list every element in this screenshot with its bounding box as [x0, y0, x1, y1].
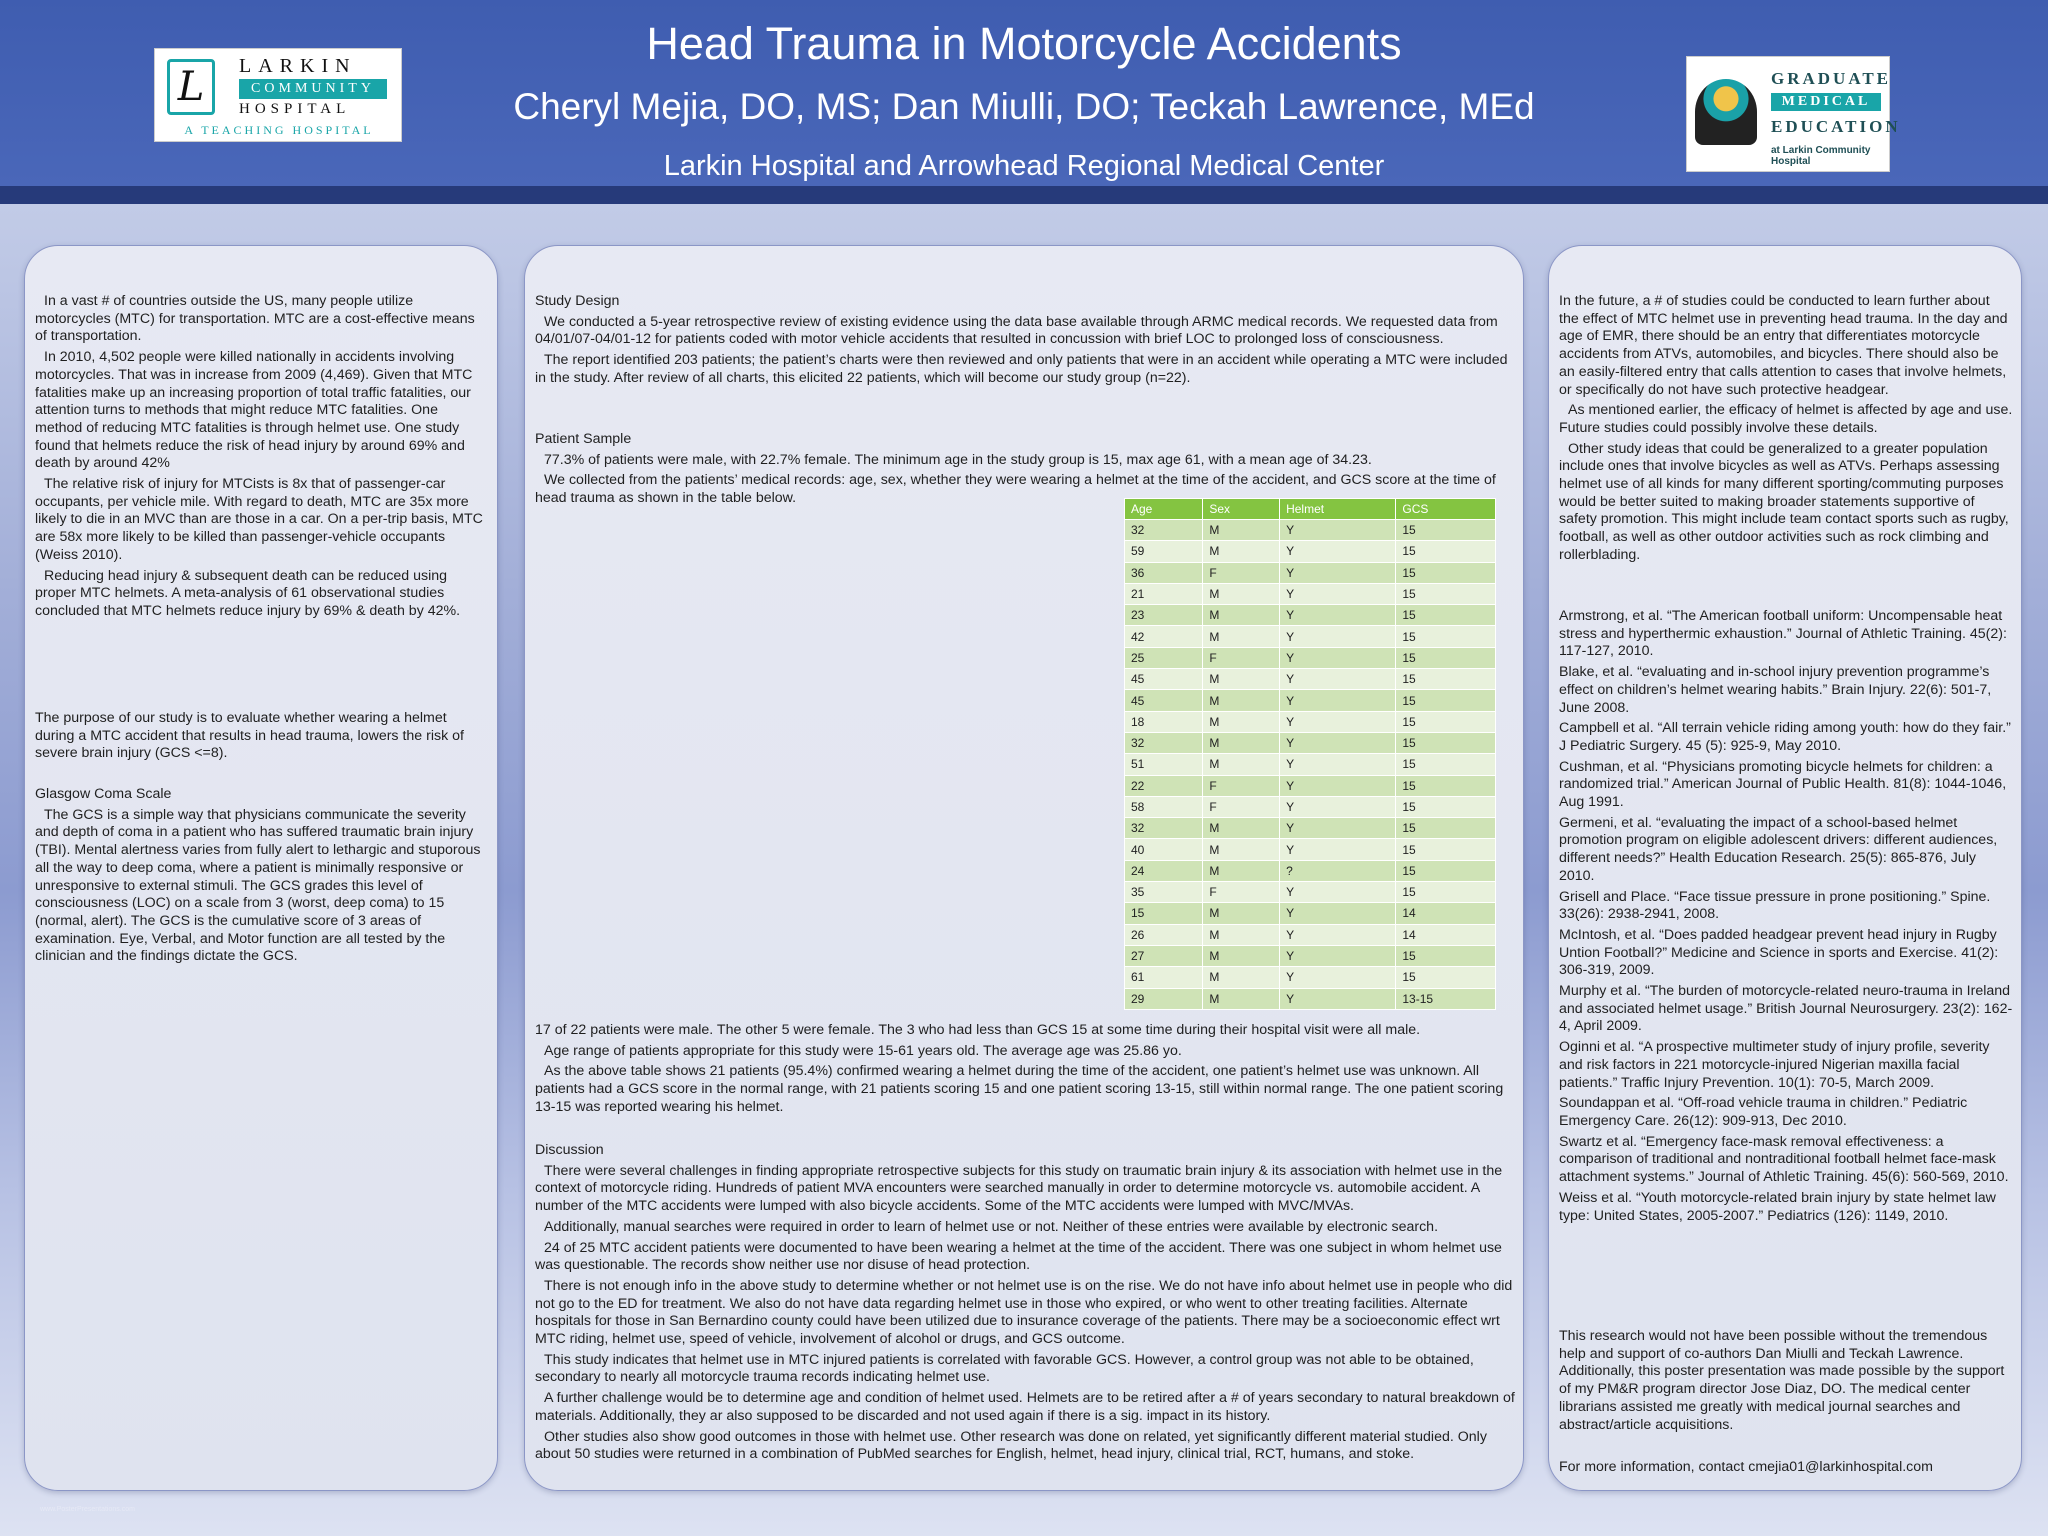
intro-paragraph: In 2010, 4,502 people were killed nationally in accidents involving motorcycles. That was in increase from 2009 (4,469). Given that MTC fatalities make up an increasing proportion of total traffic fatalities, our attention turns to methods that might reduce MTC fatalities. One method of reducing MTC fatalities is through helmet use. One study found that helmets reduce the risk of head injury by around 69% and death by around 42%: [35, 349, 473, 472]
table-cell: F: [1203, 647, 1280, 668]
table-cell: 15: [1396, 945, 1496, 966]
logo-right-line3: EDUCATION: [1771, 117, 1901, 136]
table-cell: Y: [1280, 967, 1396, 988]
table-cell: 15: [1396, 839, 1496, 860]
table-cell: Y: [1280, 583, 1396, 604]
reference-item: Armstrong, et al. “The American football uniform: Uncompensable heat stress and hyperthermic exhaustion.” Journal of Athletic Training. 45(2): 117-127, 2010.: [1559, 608, 2007, 660]
future-paragraph: Other study ideas that could be generalized to a greater population include ones that involve bicycles as well as ATVs. Perhaps assessing helmet use of all kinds for many different sporting/commuting purposes would be better suited to making broader statements supportive of safety promotion. This might include team contact sports such as rugby, football, as well as other outdoor activities such as rock climbing and rollerblading.: [1559, 440, 2009, 563]
table-row: [1125, 945, 1496, 966]
table-cell: 40: [1125, 839, 1203, 860]
table-cell: 15: [1396, 647, 1496, 668]
discussion-paragraph: 24 of 25 MTC accident patients were documented to have been wearing a helmet at the time of the accident. There was one subject in whom helmet use was questionable. The records show neither use nor disuse of head protection.: [535, 1239, 1502, 1274]
table-row: [1125, 903, 1496, 924]
table-cell: M: [1203, 945, 1280, 966]
table-row: [1125, 583, 1496, 604]
reference-item: Germeni, et al. “evaluating the impact of a school-based helmet promotion program on eligible adolescent drivers: different audiences, different needs?” Health Education Research. 25(5): 865-876, July 2010.: [1559, 814, 1998, 884]
table-cell: Y: [1280, 562, 1396, 583]
table-row: [1125, 924, 1496, 945]
table-cell: 35: [1125, 882, 1203, 903]
table-row: [1125, 562, 1496, 583]
acknowledgement-section: [1559, 1328, 2013, 1437]
table-row: [1125, 818, 1496, 839]
gcs-heading: Glasgow Coma Scale: [35, 786, 172, 802]
introduction-section: [35, 293, 485, 624]
discussion-paragraph: Additionally, manual searches were required in order to learn of helmet use or not. Neither of these entries were available by electronic search.: [544, 1218, 1439, 1235]
table-cell: Y: [1280, 605, 1396, 626]
reference-item: Cushman, et al. “Physicians promoting bicycle helmets for children: a randomized trial.” American Journal of Public Health. 81(8): 1044-1046, Aug 1991.: [1559, 758, 2007, 811]
column-header-helmet: Helmet: [1280, 499, 1396, 520]
table-cell: 15: [1396, 775, 1496, 796]
table-cell: 58: [1125, 796, 1203, 817]
gcs-text: The GCS is a simple way that physicians communicate the severity and depth of coma in a patient who has suffered traumatic brain injury (TBI). Mental alertness varies from fully alert to lethargic and stuporous all the way to deep coma, where a patient is minimally responsive or unresponsive to external stimuli. The GCS grades this level of consciousness (LOC) on a scale from 3 (worst, deep coma) to 15 (normal, alert). The GCS is the cumulative score of 3 areas of examination. Eye, Verbal, and Motor function are all tested by the clinician and the findings dictate the GCS.: [35, 806, 481, 965]
table-row: [1125, 690, 1496, 711]
table-cell: F: [1203, 882, 1280, 903]
table-cell: Y: [1280, 818, 1396, 839]
table-row: [1125, 520, 1496, 541]
table-cell: 15: [1396, 711, 1496, 732]
reference-item: Campbell et al. “All terrain vehicle riding among youth: how do they fair.” J Pediatric Surgery. 45 (5): 925-9, May 2010.: [1559, 720, 2011, 754]
acknowledgement-text: This research would not have been possible without the tremendous help and support of co-authors Dan Miulli and Teckah Lawrence. Additionally, this poster presentation was made possible by the support of my PM&R program director Jose Diaz, DO. The medical center librarians assisted me greatly with medical journal searches and abstract/article acquisitions.: [1559, 1328, 2005, 1433]
table-cell: 15: [1396, 541, 1496, 562]
credit-line: www.PosterPresentations.com: [40, 1506, 135, 1513]
discussion-paragraph: A further challenge would be to determine age and condition of helmet used. Helmets are to be retired after a # of years secondary to natural breakdown of materials. Additionally, they ar also supposed to be discarded and not used again if there is a sig. impact in its history.: [535, 1390, 1515, 1424]
table-cell: 15: [1396, 626, 1496, 647]
patient-data-table: [1124, 498, 1496, 1010]
table-cell: M: [1203, 583, 1280, 604]
future-paragraph: As mentioned earlier, the efficacy of helmet is affected by age and use. Future studies could possibly involve these details.: [1559, 402, 2013, 436]
table-cell: 45: [1125, 669, 1203, 690]
intro-paragraph: The relative risk of injury for MTCists is 8x that of passenger-car occupants, per vehicle mile. With regard to death, MTC are 35x more likely to die in an MVC than are those in a car. On a per-trip basis, MTC are 58x more likely to be killed than passenger-vehicle occupants (Weiss 2010).: [35, 476, 483, 563]
study-design-paragraph: The report identified 203 patients; the patient’s charts were then reviewed and only patients that were in an accident while operating a MTC were included in the study. After review of all charts, this elicited 22 patients, which will become our study group (n=22).: [535, 352, 1508, 386]
reference-item: Swartz et al. “Emergency face-mask removal effectiveness: a comparison of traditional and nontraditional football helmet face-mask attachment systems.” Journal of Athletic Training. 45(6): 560-569, 2010.: [1559, 1133, 2009, 1186]
purpose-text: The purpose of our study is to evaluate whether wearing a helmet during a MTC accident that results in head trauma, lowers the risk of severe brain injury (GCS <=8).: [35, 710, 464, 762]
table-cell: 23: [1125, 605, 1203, 626]
table-cell: M: [1203, 520, 1280, 541]
discussion-section: [535, 1142, 1515, 1467]
results-section: [535, 1022, 1515, 1120]
table-cell: M: [1203, 860, 1280, 881]
logo-left-line1: LARKIN: [239, 55, 357, 77]
table-cell: Y: [1280, 520, 1396, 541]
table-cell: Y: [1280, 839, 1396, 860]
reference-item: Grisell and Place. “Face tissue pressure in prone positioning.” Spine. 33(26): 2938-2941, 2008.: [1559, 888, 1991, 923]
column-header-sex: Sex: [1203, 499, 1280, 520]
table-cell: M: [1203, 690, 1280, 711]
table-cell: 15: [1396, 860, 1496, 881]
gcs-section: [35, 786, 485, 969]
discussion-paragraph: Other studies also show good outcomes in those with helmet use. Other research was done on related, yet significantly different material studied. Only about 50 studies were returned in a combination of PubMed searches for English, helmet, head injury, clinical trial, RCT, humans, and stoke.: [535, 1428, 1487, 1463]
logo-right-line1: GRADUATE: [1771, 69, 1892, 88]
study-design-heading: Study Design: [535, 293, 620, 309]
table-cell: 15: [1396, 796, 1496, 817]
contact-text: For more information, contact cmejia01@larkinhospital.com: [1559, 1459, 1933, 1475]
discussion-paragraph: There is not enough info in the above study to determine whether or not helmet use is on the rise. We do not have info about helmet use in people who did not go to the ED for treatment. We also do not have data regarding helmet use in those who expired, or who went to other treating facilities. Alternate hospitals for those in San Bernardino county could have been utilized due to insurance coverage of the patients. There may be a socioeconomic effect wrt MTC riding, helmet use, speed of vehicle, involvement of alcohol or drugs, and GCS outcome.: [535, 1277, 1513, 1348]
reference-item: Murphy et al. “The burden of motorcycle-related neuro-trauma in Ireland and associated helmet usage.” British Journal Neurosurgery. 23(2): 162-4, April 2009.: [1559, 983, 2013, 1035]
table-row: [1125, 732, 1496, 753]
column-header-age: Age: [1125, 499, 1203, 520]
study-design-section: [535, 293, 1515, 391]
table-cell: 26: [1125, 924, 1203, 945]
table-row: [1125, 541, 1496, 562]
future-studies-section: [1559, 293, 2013, 568]
table-cell: 24: [1125, 860, 1203, 881]
table-cell: 13-15: [1396, 988, 1496, 1009]
table-cell: 25: [1125, 647, 1203, 668]
table-cell: M: [1203, 839, 1280, 860]
results-paragraph: 17 of 22 patients were male. The other 5 were female. The 3 who had less than GCS 15 at some time during their hospital visit were all male.: [535, 1022, 1421, 1038]
table-cell: Y: [1280, 754, 1396, 775]
reference-item: Blake, et al. “evaluating and in-school injury prevention programme’s effect on children’s helmet wearing habits.” Brain Injury. 22(6): 501-7, June 2008.: [1559, 664, 1992, 716]
table-cell: Y: [1280, 669, 1396, 690]
table-cell: Y: [1280, 626, 1396, 647]
contact-section: [1559, 1459, 2013, 1480]
table-cell: 15: [1396, 690, 1496, 711]
table-cell: M: [1203, 711, 1280, 732]
future-paragraph: In the future, a # of studies could be conducted to learn further about the effect of MTC helmet use in preventing head trauma. In the day and age of EMR, there should be an entry that differentiates motorcycle accidents from ATVs, automobiles, and bicycles. There should also be an easily-filtered entry that calls attention to cases that involve helmets, or specifically do not have such protective headgear.: [1559, 293, 2008, 398]
column-header-gcs: GCS: [1396, 499, 1496, 520]
table-cell: Y: [1280, 541, 1396, 562]
reference-item: Oginni et al. “A prospective multimeter study of injury profile, severity and risk factors in 221 motorcycle-injured Nigerian maxilla facial patients.” Traffic Injury Prevention. 10(1): 70-5, March 2009.: [1559, 1039, 1990, 1091]
purpose-section: [35, 710, 485, 766]
table-cell: 15: [1396, 732, 1496, 753]
table-cell: 18: [1125, 711, 1203, 732]
table-cell: Y: [1280, 647, 1396, 668]
intro-paragraph: In a vast # of countries outside the US, many people utilize motorcycles (MTC) for transportation. MTC are a cost-effective means of transportation.: [35, 293, 475, 345]
table-row: [1125, 775, 1496, 796]
table-cell: 32: [1125, 818, 1203, 839]
table-cell: M: [1203, 669, 1280, 690]
discussion-paragraph: There were several challenges in finding appropriate retrospective subjects for this study on traumatic brain injury & its association with helmet use in the context of motorcycle riding. Hundreds of patient MVA encounters were searched manually in order to determine motorcycle vs. automobile accident. A number of the MTC accidents were lumped with also bicycle accidents. Some of the MTC accidents were lumped with MVC/MVAs.: [535, 1162, 1503, 1215]
table-cell: 15: [1396, 520, 1496, 541]
results-paragraph: Age range of patients appropriate for this study were 15-61 years old. The average age was 25.86 yo.: [544, 1042, 1182, 1059]
table-cell: M: [1203, 732, 1280, 753]
table-cell: Y: [1280, 690, 1396, 711]
table-cell: Y: [1280, 988, 1396, 1009]
table-cell: Y: [1280, 775, 1396, 796]
table-cell: Y: [1280, 945, 1396, 966]
table-cell: 51: [1125, 754, 1203, 775]
table-cell: 22: [1125, 775, 1203, 796]
poster-authors: Cheryl Mejia, DO, MS; Dan Miulli, DO; Teckah Lawrence, MEd: [513, 86, 1535, 127]
table-cell: 15: [1396, 605, 1496, 626]
table-row: [1125, 605, 1496, 626]
table-cell: M: [1203, 605, 1280, 626]
table-cell: 15: [1396, 562, 1496, 583]
table-cell: 21: [1125, 583, 1203, 604]
table-cell: 15: [1396, 818, 1496, 839]
reference-item: Soundappan et al. “Off-road vehicle trauma in children.” Pediatric Emergency Care. 26(12): 909-913, Dec 2010.: [1559, 1095, 1968, 1129]
table-cell: M: [1203, 924, 1280, 945]
results-paragraph: As the above table shows 21 patients (95.4%) confirmed wearing a helmet during the time of the accident, one patient’s helmet use was unknown. All patients had a GCS score in the normal range, with 21 patients scoring 15 and one patient scoring 13-15, still within normal range. The one patient scoring 13-15 was reported wearing his helmet.: [535, 1063, 1504, 1115]
table-cell: 15: [1396, 669, 1496, 690]
table-cell: Y: [1280, 711, 1396, 732]
table-cell: M: [1203, 626, 1280, 647]
table-cell: 45: [1125, 690, 1203, 711]
discussion-heading: Discussion: [535, 1142, 604, 1158]
table-cell: Y: [1280, 732, 1396, 753]
poster-credit: [40, 1505, 135, 1514]
patient-table-body: [1125, 520, 1496, 1010]
table-row: [1125, 647, 1496, 668]
right-panel: [1548, 245, 2022, 1491]
table-cell: F: [1203, 796, 1280, 817]
table-cell: 61: [1125, 967, 1203, 988]
table-row: [1125, 669, 1496, 690]
caduceus-emblem-icon: [1695, 79, 1757, 145]
logo-right-line4: at Larkin Community Hospital: [1771, 145, 1871, 167]
table-cell: M: [1203, 818, 1280, 839]
table-header-row: [1125, 499, 1496, 520]
intro-paragraph: Reducing head injury & subsequent death can be reduced using proper MTC helmets. A meta-analysis of 61 observational studies concluded that MTC helmets reduce injury by 69% & death by 42%.: [35, 567, 461, 619]
table-row: [1125, 967, 1496, 988]
logo-right-line2: MEDICAL: [1771, 93, 1881, 111]
table-cell: 32: [1125, 732, 1203, 753]
patient-sample-heading: Patient Sample: [535, 431, 632, 447]
table-cell: 42: [1125, 626, 1203, 647]
logo-left-line4: A TEACHING HOSPITAL: [184, 123, 374, 137]
table-cell: 36: [1125, 562, 1203, 583]
table-cell: 15: [1396, 967, 1496, 988]
table-row: [1125, 882, 1496, 903]
table-cell: M: [1203, 988, 1280, 1009]
table-cell: M: [1203, 967, 1280, 988]
table-cell: 29: [1125, 988, 1203, 1009]
table-cell: 15: [1396, 754, 1496, 775]
table-cell: 14: [1396, 903, 1496, 924]
table-row: [1125, 839, 1496, 860]
table-cell: 59: [1125, 541, 1203, 562]
table-row: [1125, 860, 1496, 881]
poster-title: Head Trauma in Motorcycle Accidents: [646, 18, 1402, 69]
table-cell: Y: [1280, 924, 1396, 945]
table-cell: Y: [1280, 903, 1396, 924]
logo-left-line3: HOSPITAL: [239, 101, 351, 117]
reference-item: Weiss et al. “Youth motorcycle-related brain injury by state helmet law type: United States, 2005-2007.” Pediatrics (126): 1149, 2010.: [1559, 1189, 1996, 1224]
study-design-paragraph: We conducted a 5-year retrospective review of existing evidence using the data base available through ARMC medical records. We requested data from 04/01/07-04/01-12 for patients coded with motor vehicle accidents that resulted in concussion with brief LOC to prolonged loss of consciousness.: [535, 313, 1498, 348]
table-row: [1125, 988, 1496, 1009]
table-row: [1125, 754, 1496, 775]
logo-left-line2: COMMUNITY: [239, 79, 387, 99]
table-row: [1125, 711, 1496, 732]
table-cell: 15: [1396, 583, 1496, 604]
table-cell: M: [1203, 903, 1280, 924]
reference-item: McIntosh, et al. “Does padded headgear prevent head injury in Rugby Untion Football?” Medicine and Science in sports and Exercise. 41(2): 306-319, 2009.: [1559, 926, 1999, 979]
larkin-emblem-icon: L: [167, 59, 215, 115]
table-cell: Y: [1280, 882, 1396, 903]
table-cell: Y: [1280, 796, 1396, 817]
table-cell: 32: [1125, 520, 1203, 541]
poster-header: [0, 0, 2048, 204]
table-row: [1125, 796, 1496, 817]
references-section: [1559, 608, 2013, 1228]
table-cell: F: [1203, 775, 1280, 796]
table-cell: 27: [1125, 945, 1203, 966]
table-cell: M: [1203, 754, 1280, 775]
table-cell: 14: [1396, 924, 1496, 945]
table-cell: M: [1203, 541, 1280, 562]
patient-sample-paragraph: 77.3% of patients were male, with 22.7% female. The minimum age in the study group is 15, max age 61, with a mean age of 34.23.: [544, 451, 1372, 468]
table-cell: ?: [1280, 860, 1396, 881]
poster-institutions: Larkin Hospital and Arrowhead Regional Medical Center: [663, 150, 1385, 182]
table-cell: F: [1203, 562, 1280, 583]
patient-sample-paragraph: We collected from the patients’ medical records: age, sex, whether they were wearing a helmet at the time of the accident, and GCS score at the time of head trauma as shown in the table below.: [535, 472, 1496, 507]
table-cell: 15: [1396, 882, 1496, 903]
discussion-paragraph: This study indicates that helmet use in MTC injured patients is correlated with favorable GCS. However, a control group was not able to be obtained, secondary to nearly all motorcycle trauma records indicating helmet use.: [535, 1351, 1474, 1386]
graduate-medical-education-logo: [1686, 56, 1901, 172]
table-row: [1125, 626, 1496, 647]
table-cell: 15: [1125, 903, 1203, 924]
left-panel: [24, 245, 498, 1491]
